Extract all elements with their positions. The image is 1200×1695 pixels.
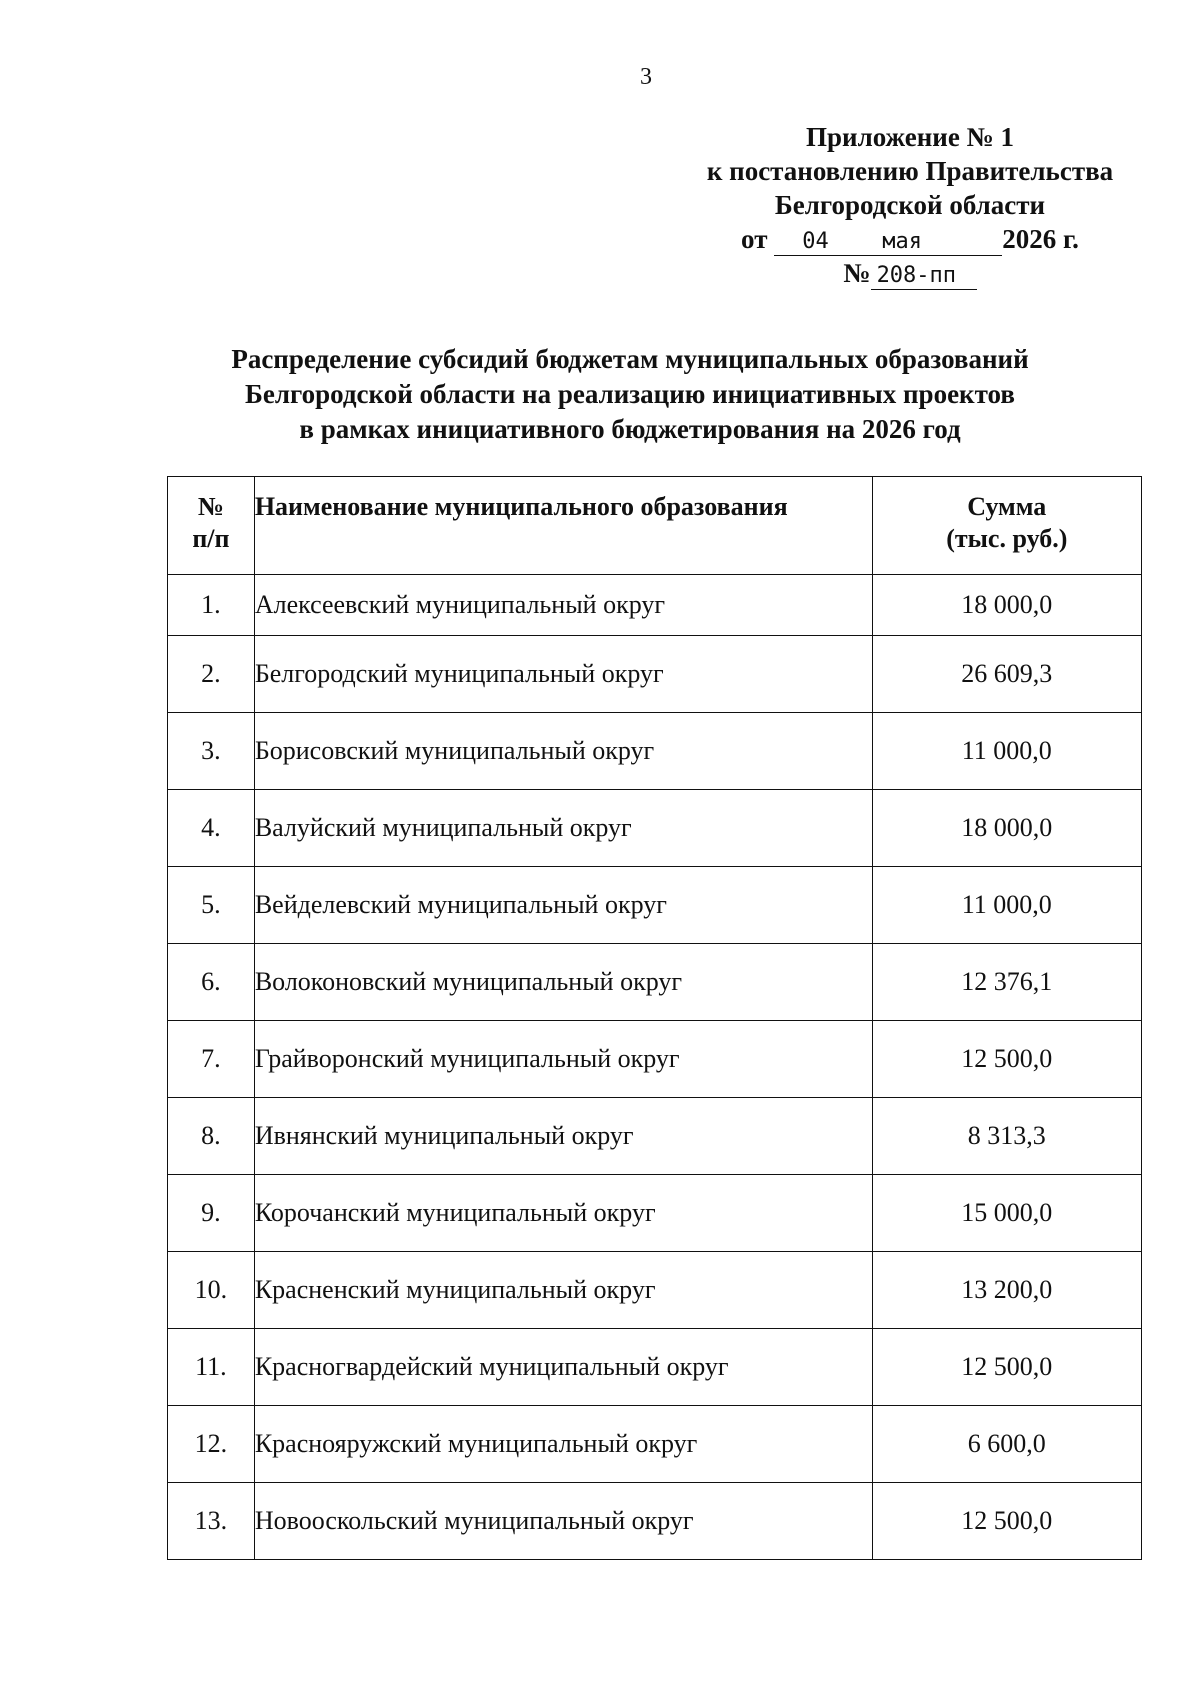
number-prefix: № bbox=[843, 258, 871, 288]
row-number: 3. bbox=[168, 713, 255, 790]
table-row bbox=[168, 1021, 1142, 1098]
document-title bbox=[160, 342, 1100, 447]
date-year: 2026 г. bbox=[1002, 224, 1079, 254]
row-number: 10. bbox=[168, 1252, 255, 1329]
row-number: 12. bbox=[168, 1406, 255, 1483]
row-municipality: Волоконовский муниципальный округ bbox=[254, 944, 872, 1021]
table-row bbox=[168, 1329, 1142, 1406]
page-number: 3 bbox=[640, 64, 652, 90]
row-number: 13. bbox=[168, 1483, 255, 1560]
table-row bbox=[168, 944, 1142, 1021]
row-municipality: Алексеевский муниципальный округ bbox=[254, 575, 872, 636]
header-sum-unit: (тыс. руб.) bbox=[946, 524, 1068, 553]
header-name: Наименование муниципального образования bbox=[254, 477, 872, 575]
header-number bbox=[168, 477, 255, 575]
row-municipality: Корочанский муниципальный округ bbox=[254, 1175, 872, 1252]
subsidies-table bbox=[167, 476, 1142, 1560]
row-municipality: Ивнянский муниципальный округ bbox=[254, 1098, 872, 1175]
table-row bbox=[168, 1406, 1142, 1483]
row-sum: 12 500,0 bbox=[872, 1021, 1141, 1098]
row-municipality: Новооскольский муниципальный округ bbox=[254, 1483, 872, 1560]
appendix-reference: к постановлению Правительства bbox=[706, 156, 1114, 186]
row-sum: 6 600,0 bbox=[872, 1406, 1141, 1483]
document-title-line: в рамках инициативного бюджетирования на 2026 год bbox=[299, 414, 961, 444]
row-municipality: Грайворонский муниципальный округ bbox=[254, 1021, 872, 1098]
date-month: мая bbox=[862, 229, 1002, 256]
row-sum: 12 500,0 bbox=[872, 1483, 1141, 1560]
row-sum: 12 500,0 bbox=[872, 1329, 1141, 1406]
row-number: 5. bbox=[168, 867, 255, 944]
row-sum: 13 200,0 bbox=[872, 1252, 1141, 1329]
row-municipality: Белгородский муниципальный округ bbox=[254, 636, 872, 713]
row-sum: 15 000,0 bbox=[872, 1175, 1141, 1252]
document-number: 208-пп bbox=[871, 263, 977, 290]
appendix-title: Приложение № 1 bbox=[806, 122, 1014, 152]
row-number: 6. bbox=[168, 944, 255, 1021]
row-sum: 18 000,0 bbox=[872, 790, 1141, 867]
appendix-header bbox=[660, 120, 1160, 290]
row-sum: 8 313,3 bbox=[872, 1098, 1141, 1175]
row-number: 7. bbox=[168, 1021, 255, 1098]
table-header-row bbox=[168, 477, 1142, 575]
row-municipality: Вейделевский муниципальный округ bbox=[254, 867, 872, 944]
row-number: 1. bbox=[168, 575, 255, 636]
document-title-line: Распределение субсидий бюджетам муниципальных образований bbox=[231, 344, 1029, 374]
row-number: 11. bbox=[168, 1329, 255, 1406]
row-sum: 11 000,0 bbox=[872, 867, 1141, 944]
table-row bbox=[168, 1098, 1142, 1175]
row-sum: 18 000,0 bbox=[872, 575, 1141, 636]
row-number: 8. bbox=[168, 1098, 255, 1175]
row-municipality: Краснояружский муниципальный округ bbox=[254, 1406, 872, 1483]
date-day: 04 bbox=[774, 229, 862, 256]
row-municipality: Валуйский муниципальный округ bbox=[254, 790, 872, 867]
table-row bbox=[168, 1252, 1142, 1329]
header-sum-label: Сумма bbox=[967, 492, 1047, 521]
table-row bbox=[168, 867, 1142, 944]
table-row bbox=[168, 1483, 1142, 1560]
row-sum: 11 000,0 bbox=[872, 713, 1141, 790]
document-title-line: Белгородской области на реализацию инициативных проектов bbox=[245, 379, 1015, 409]
table-row bbox=[168, 790, 1142, 867]
table-row bbox=[168, 713, 1142, 790]
appendix-authority: Белгородской области bbox=[774, 190, 1046, 220]
row-municipality: Красногвардейский муниципальный округ bbox=[254, 1329, 872, 1406]
row-municipality: Борисовский муниципальный округ bbox=[254, 713, 872, 790]
row-number: 4. bbox=[168, 790, 255, 867]
date-prefix: от bbox=[741, 224, 768, 254]
table-row bbox=[168, 575, 1142, 636]
row-sum: 12 376,1 bbox=[872, 944, 1141, 1021]
row-number: 9. bbox=[168, 1175, 255, 1252]
row-municipality: Красненский муниципальный округ bbox=[254, 1252, 872, 1329]
header-number-abbr: п/п bbox=[192, 524, 230, 553]
table-row bbox=[168, 1175, 1142, 1252]
appendix-number-line bbox=[660, 256, 1160, 290]
appendix-date-line bbox=[660, 222, 1160, 256]
row-sum: 26 609,3 bbox=[872, 636, 1141, 713]
table-row bbox=[168, 636, 1142, 713]
header-number-symbol: № bbox=[197, 492, 224, 521]
row-number: 2. bbox=[168, 636, 255, 713]
header-sum bbox=[872, 477, 1141, 575]
